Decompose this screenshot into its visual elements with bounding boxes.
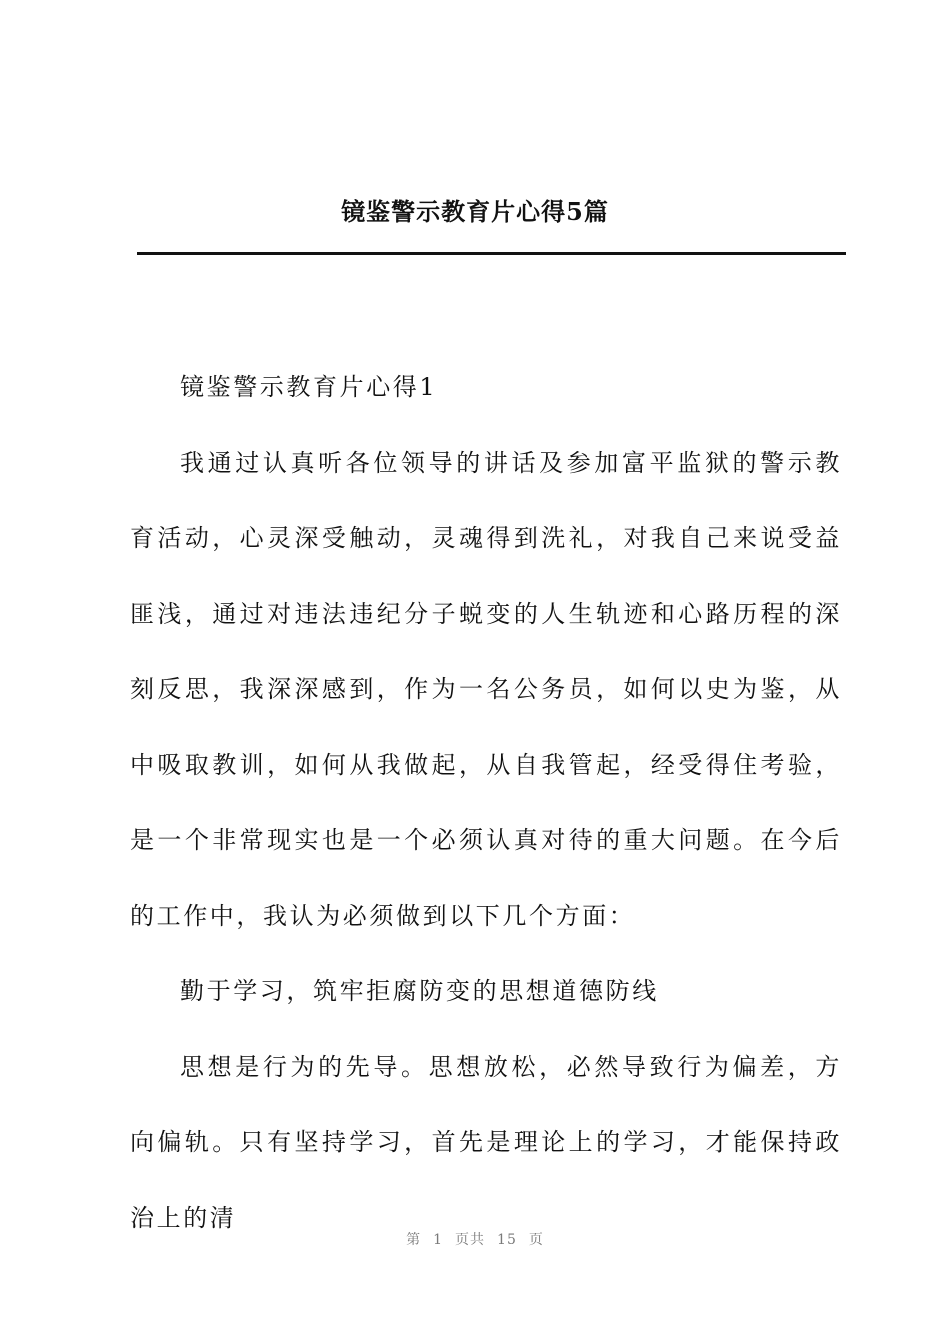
title-divider	[137, 252, 846, 255]
document-body	[130, 350, 842, 1256]
body-paragraph: 我通过认真听各位领导的讲话及参加富平监狱的警示教育活动，心灵深受触动，灵魂得到洗礼，对我自己来说受益匪浅，通过对违法违纪分子蜕变的人生轨迹和心路历程的深刻反思，我深深感到，作为一名公务员，如何以史为鉴，从中吸取教训，如何从我做起，从自我管起，经受得住考验，是一个非常现实也是一个必须认真对待的重大问题。在今后的工作中，我认为必须做到以下几个方面：	[130, 448, 842, 930]
body-paragraph: 思想是行为的先导。思想放松，必然导致行为偏差，方向偏轨。只有坚持学习，首先是理论上的学习，才能保持政治上的清	[130, 1052, 842, 1232]
document-title: 镜鉴警示教育片心得5篇	[341, 197, 609, 226]
footer-prefix: 第	[406, 1232, 422, 1248]
footer-total-pages: 15	[497, 1232, 517, 1248]
subsection-heading: 勤于学习，筑牢拒腐防变的思想道德防线	[180, 977, 659, 1005]
section-heading: 镜鉴警示教育片心得1	[180, 373, 438, 401]
footer-page-number: 1	[433, 1232, 444, 1248]
page-footer	[0, 1229, 950, 1249]
footer-suffix: 页	[528, 1232, 544, 1248]
footer-middle: 页共	[455, 1232, 486, 1248]
